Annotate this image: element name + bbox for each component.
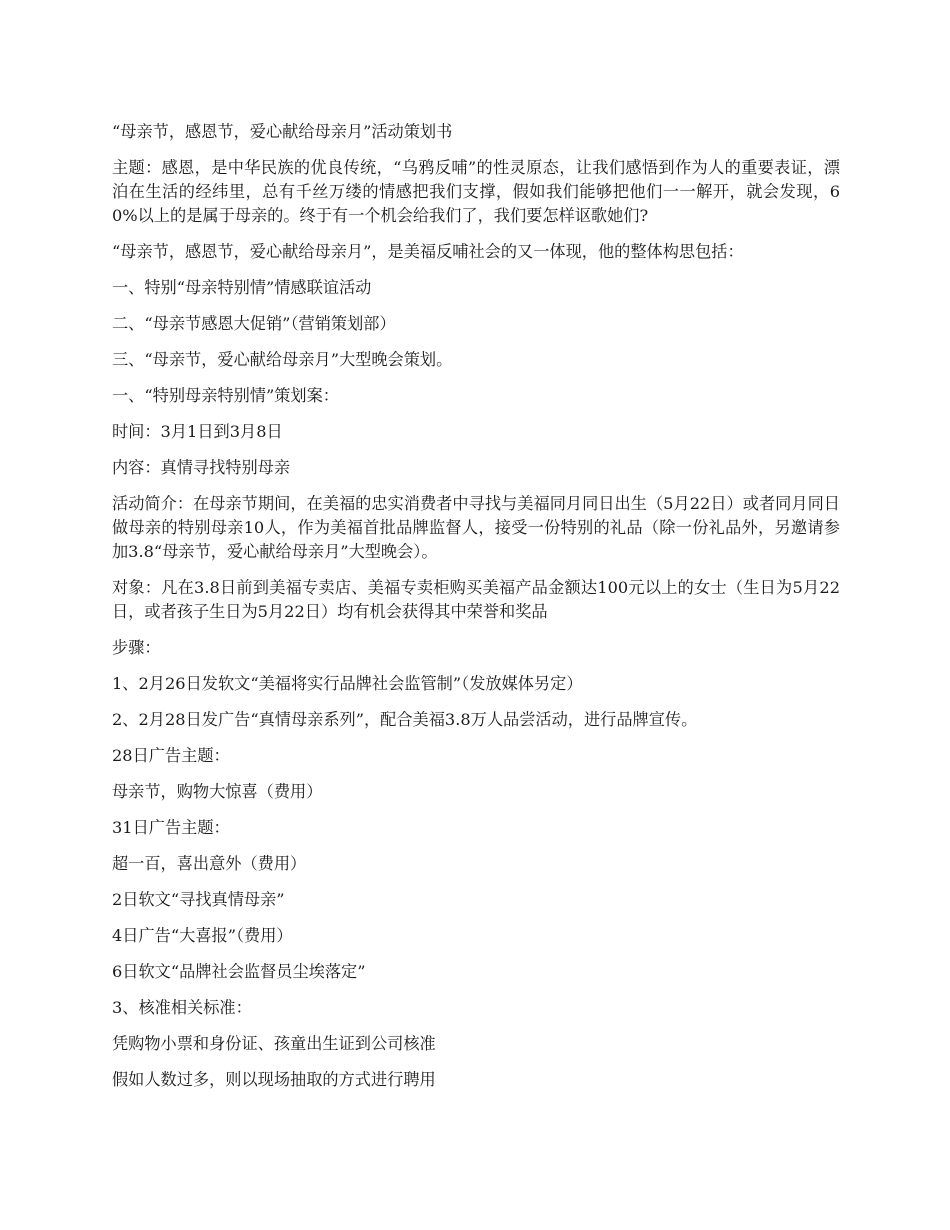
steps-heading: 步骤： bbox=[112, 638, 161, 657]
selection-line: 假如人数过多，则以现场抽取的方式进行聘用 bbox=[112, 1070, 436, 1089]
plan-item-3: 三、“母亲节，爱心献给母亲月”大型晚会策划。 bbox=[112, 350, 453, 369]
ad-theme-31: 31日广告主题： bbox=[112, 818, 230, 837]
time-line: 时间：3月1日到3月8日 bbox=[112, 422, 283, 441]
ad-theme-31-text: 超一百，喜出意外（费用） bbox=[112, 854, 307, 873]
activity-intro-paragraph: 活动简介：在母亲节期间，在美福的忠实消费者中寻找与美福同月同日出生（5月22日）或者同月同日做母亲的特别母亲10人，作为美福首批品牌监督人，接受一份特别的礼品（除一份礼品外，另邀请参加3.8“母亲节，爱心献给母亲月”大型晚会）。 bbox=[112, 494, 840, 561]
target-paragraph: 对象：凡在3.8日前到美福专卖店、美福专卖柜购买美福产品金额达100元以上的女士（生日为5月22日，或者孩子生日为5月22日）均有机会获得其中荣誉和奖品 bbox=[112, 578, 840, 621]
plan-item-2: 二、“母亲节感恩大促销”（营销策划部） bbox=[112, 314, 396, 333]
overview-paragraph: “母亲节，感恩节，爱心献给母亲月”，是美福反哺社会的又一体现，他的整体构思包括： bbox=[112, 242, 744, 261]
step-3: 3、核准相关标准： bbox=[112, 998, 252, 1017]
theme-paragraph: 主题：感恩，是中华民族的优良传统，“乌鸦反哺”的性灵原态，让我们感悟到作为人的重要表证，漂泊在生活的经纬里，总有千丝万缕的情感把我们支撑，假如我们能够把他们一一解开，就会发现，60%以上的是属于母亲的。终于有一个机会给我们了，我们要怎样讴歌她们? bbox=[112, 158, 840, 225]
verification-line: 凭购物小票和身份证、孩童出生证到公司核准 bbox=[112, 1034, 436, 1053]
document-page bbox=[112, 120, 840, 1104]
ad-4: 4日广告“大喜报”（费用） bbox=[112, 926, 293, 945]
section-heading: 一、“特别母亲特别情”策划案： bbox=[112, 386, 339, 405]
content-line: 内容：真情寻找特别母亲 bbox=[112, 458, 291, 477]
ad-theme-28-text: 母亲节，购物大惊喜（费用） bbox=[112, 782, 323, 801]
step-1: 1、2月26日发软文“美福将实行品牌社会监管制”（发放媒体另定） bbox=[112, 674, 583, 693]
softpost-2: 2日软文“寻找真情母亲” bbox=[112, 890, 285, 909]
softpost-6: 6日软文“品牌社会监督员尘埃落定” bbox=[112, 962, 366, 981]
ad-theme-28: 28日广告主题： bbox=[112, 746, 230, 765]
step-2: 2、2月28日发广告“真情母亲系列”，配合美福3.8万人品尝活动，进行品牌宣传。 bbox=[112, 710, 698, 729]
plan-item-1: 一、特别“母亲特别情”情感联谊活动 bbox=[112, 278, 372, 297]
document-title: “母亲节，感恩节，爱心献给母亲月”活动策划书 bbox=[112, 122, 453, 141]
